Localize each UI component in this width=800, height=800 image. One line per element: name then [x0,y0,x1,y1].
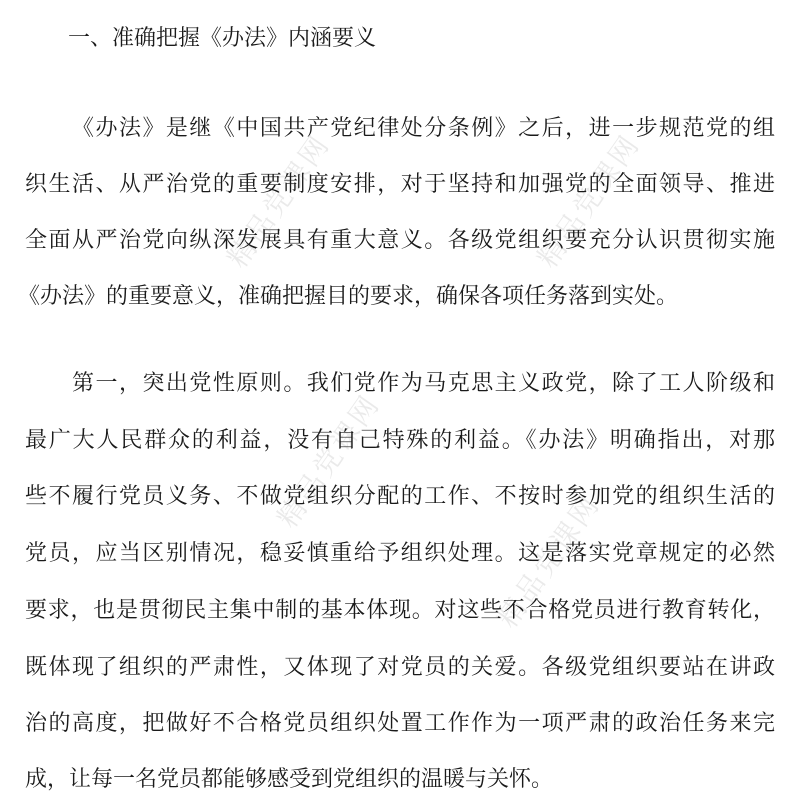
paragraph-line: 《办法》的重要意义，准确把握目的要求，确保各项任务落到实处。 [18,283,679,308]
paragraph-line: 最广大人民群众的利益，没有自己特殊的利益。《办法》明确指出，对那 [25,427,775,452]
watermark: 精品党课网 [491,488,606,634]
watermark: 精品党课网 [531,128,646,274]
paragraph-line: 成，让每一名党员都能够感受到党组织的温暖与关怀。 [25,766,554,791]
paragraph-line: 第一，突出党性原则。我们党作为马克思主义政党，除了工人阶级和 [72,370,775,395]
paragraph-line: 治的高度，把做好不合格党员组织处置工作作为一项严肃的政治任务来完 [25,710,775,735]
section-heading: 一、准确把握《办法》内涵要义 [68,25,377,50]
paragraph-line: 既体现了组织的严肃性，又体现了对党员的关爱。各级党组织要站在讲政 [25,654,775,679]
paragraph-line: 党员，应当区别情况，稳妥慎重给予组织处理。这是落实党章规定的必然 [25,540,775,565]
watermark: 精品党课网 [221,128,336,274]
paragraph-line: 织生活、从严治党的重要制度安排，对于坚持和加强党的全面领导、推进 [25,171,775,196]
watermark: 精品党课网 [271,388,386,534]
paragraph-line: 全面从严治党向纵深发展具有重大意义。各级党组织要充分认识贯彻实施 [25,227,775,252]
paragraph-line: 要求，也是贯彻民主集中制的基本体现。对这些不合格党员进行教育转化， [25,597,775,622]
paragraph-line: 些不履行党员义务、不做党组织分配的工作、不按时参加党的组织生活的 [25,483,775,508]
paragraph-line: 《办法》是继《中国共产党纪律处分条例》之后，进一步规范党的组 [72,115,775,140]
